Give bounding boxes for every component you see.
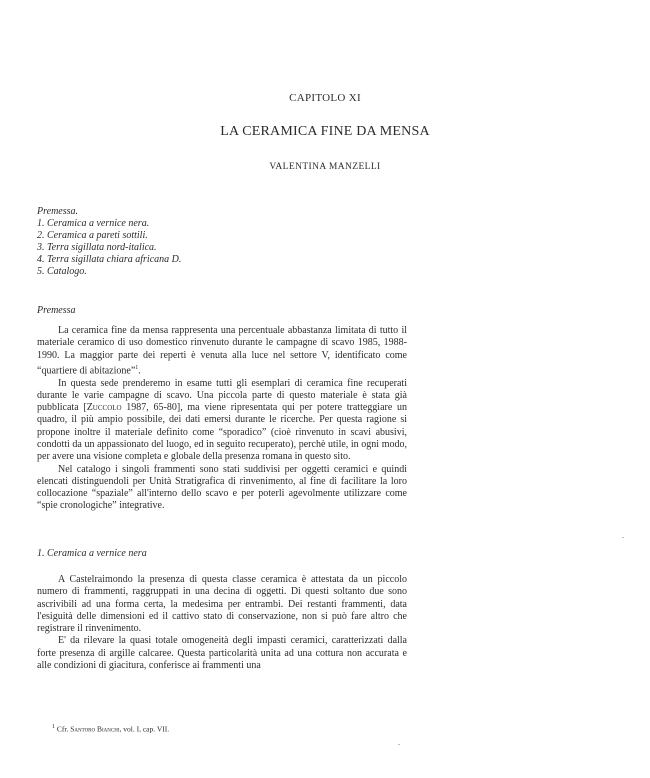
chapter-label: CAPITOLO XI xyxy=(289,92,361,104)
paragraph xyxy=(37,378,407,464)
toc-item-2: 2. Ceramica a pareti sottili. xyxy=(37,230,148,241)
footnote-number: 1 xyxy=(52,724,55,730)
paragraph: A Castelraimondo la presenza di questa classe ceramica è attestata da un piccolo numero di frammenti, raggruppati in una decina di oggetti. Di questi soltanto due sono ascrivibili ad una forma certa, la medesima per entrambi. Dei restanti frammenti, data l'esiguità delle dimensioni ed il cattivo stato di conservazione, non si può fare altro che registrare il rinvenimento. xyxy=(37,574,407,635)
section1-body xyxy=(37,574,407,672)
table-of-contents xyxy=(37,206,337,278)
paragraph: Nel catalogo i singoli frammenti sono stati suddivisi per oggetti ceramici e quindi elencati distinguendoli per Unità Stratigrafica di rinvenimento, al fine di facilitare la loro collocazione “spaziale” all'interno dello scavo e per poterli agevolmente utilizzare come “spie cronologiche” integrative. xyxy=(37,463,407,512)
paragraph-text: In questa sede prenderemo in esame tutti gli esemplari di ceramica fine recuperati durante le varie campagne di scavo. Una piccola parte di questo materiale è stata già pubblicata [ xyxy=(37,377,407,414)
paragraph xyxy=(37,325,407,378)
scan-speck xyxy=(622,537,624,538)
author-name: VALENTINA MANZELLI xyxy=(269,162,381,172)
paragraph-text: La ceramica fine da mensa rappresenta una percentuale abbastanza limitata di tutto il materiale ceramico di uso domestico rinvenuto durante le campagne di scavo 1985, 1988-1990. La maggior parte dei reperti è venuta alla luce nel settore V, identificato come “quartiere di abitazione” xyxy=(37,325,407,377)
scan-speck xyxy=(398,744,400,745)
toc-item-1: 1. Ceramica a vernice nera. xyxy=(37,218,150,229)
footnote-suffix: , vol. I, cap. VII. xyxy=(119,724,170,734)
citation-author: Zuccolo xyxy=(86,402,122,414)
chapter-title: LA CERAMICA FINE DA MENSA xyxy=(220,124,430,139)
toc-item-5: 5. Catalogo. xyxy=(37,266,87,277)
toc-item-3: 3. Terra sigillata nord-italica. xyxy=(37,242,157,253)
paragraph: E' da rilevare la quasi totale omogeneità degli impasti ceramici, caratterizzati dalla forte presenza di argille calcaree. Questa particolarità unita ad una cottura non accurata e alle condizioni di giacitura, conferisce ai frammenti una xyxy=(37,635,407,672)
section-heading-vernice-nera: 1. Ceramica a vernice nera xyxy=(37,548,147,559)
footnote xyxy=(52,724,169,734)
paragraph-text: 1987, 65-80], ma viene ripresentata qui per potere tratteggiare un quadro, il più ampio possibile, dei dati emersi durante le ricerche. Per questa ragione si propone inoltre il materiale definito come “sporadico” (cioè rinvenuto in scavi abusivi, condotti da un appassionato del luogo, ed in seguito recuperato), perchè utile, in ogni modo, per avere una visione completa e globale della presenza romana in questo sito. xyxy=(37,402,407,463)
footnote-ref: 1 xyxy=(135,364,139,371)
section-heading-premessa: Premessa xyxy=(37,305,76,316)
footnote-prefix: Cfr. xyxy=(56,724,71,734)
toc-item-premessa: Premessa. xyxy=(37,206,79,217)
toc-item-4: 4. Terra sigillata chiara africana D. xyxy=(37,254,182,265)
premessa-body xyxy=(37,325,407,513)
footnote-author: Santoro Bianchi xyxy=(70,724,120,734)
paragraph-end: . xyxy=(138,365,141,377)
